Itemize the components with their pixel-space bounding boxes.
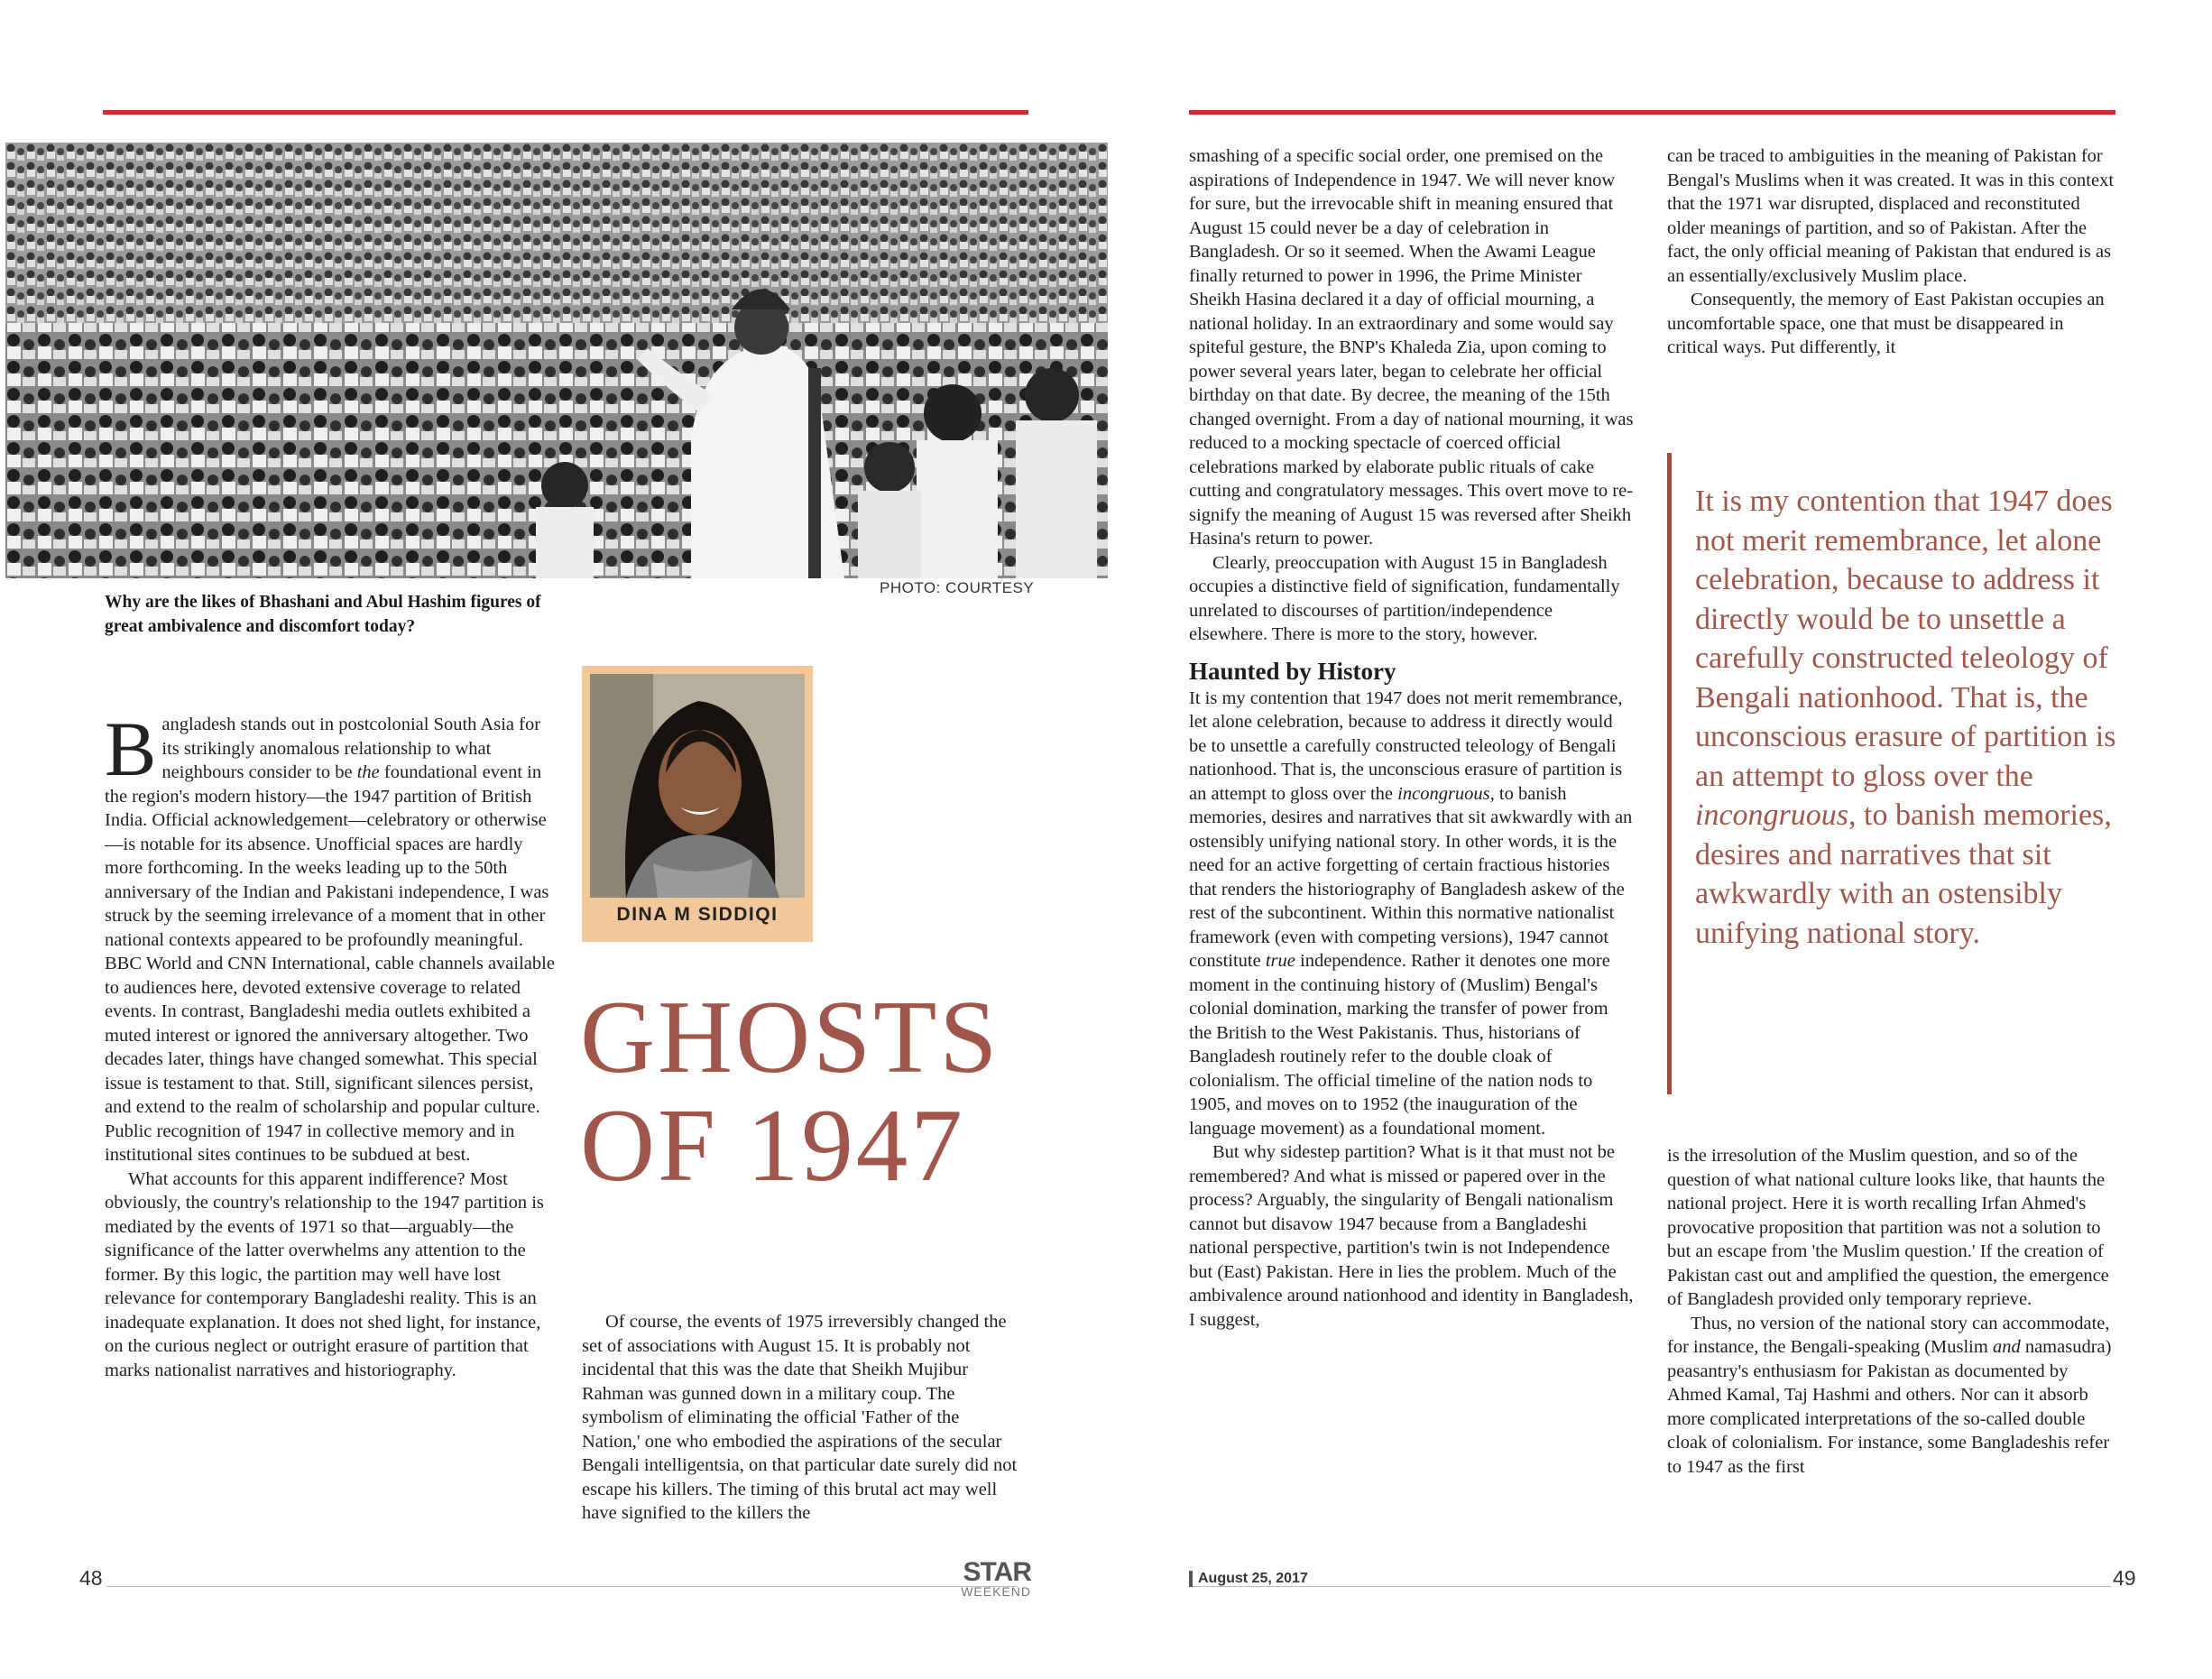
paragraph: Clearly, preoccupation with August 15 in Bangladesh occupies a distinctive field of signification, fundamentally unrelated to discourses of partition/independence elsewhere. There is more to the story, however. xyxy=(1189,552,1620,644)
paragraph: is the irresolution of the Muslim question, and so of the question of what national culture looks like, that haunts the national project. Here it is worth recalling Irfan Ahmed's provocative proposition that partition was not a solution to but an escape from 'the Muslim question.' If the creation of Pakistan cast out and amplified the question, the emergence of Bangladesh provided only temporary reprieve. xyxy=(1667,1146,2109,1309)
article-column-3 xyxy=(1189,144,1635,1332)
footer-rule-left xyxy=(106,1586,1018,1587)
article-column-1 xyxy=(105,706,556,1382)
author-portrait-box xyxy=(582,666,813,942)
author-photo xyxy=(590,674,805,898)
paragraph: It is my contention that 1947 does not merit remembrance, let alone celebration, because to address it directly would be to unsettle a carefully constructed teleology of Bengali nationhood. That is, the unconscious erasure of partition is an attempt to gloss over the incongruous, to banish memories, desires and narratives that sit awkwardly with an ostensibly unifying national story. In other words, it is the need for an active forgetting of certain fractious histories that renders the historiography of Bangladesh askew of the rest of the subcontinent. Within this normative nationalist framework (even with competing versions), 1947 cannot constitute true independence. Rather it denotes one more moment in the continuing history of (Muslim) Bengal's colonial domination, marking the transfer of power from the British to the West Pakistanis. Thus, historians of Bangladesh routinely refer to the double cloak of colonialism. The official timeline of the nation nods to 1905, and moves on to 1952 (the inauguration of the language movement) as a foundational moment. xyxy=(1189,687,1633,1139)
author-name: DINA M SIDDIQI xyxy=(616,904,779,925)
page-number-right: 49 xyxy=(2113,1566,2136,1590)
paragraph: What accounts for this apparent indifference? Most obviously, the country's relationship to the 1947 partition is mediated by the events of 1971 so that—arguably—the significance of the latter overwhelms any attention to the former. By this logic, the partition may well have lost relevance for contemporary Bangladeshi reality. This is an inadequate explanation. It does not shed light, for instance, on the curious neglect or outright erasure of partition that marks nationalist narratives and historiography. xyxy=(105,1168,544,1380)
top-rule-right xyxy=(1189,110,2115,115)
headline xyxy=(580,980,1049,1203)
paragraph: Consequently, the memory of East Pakistan occupies an uncomfortable space, one that must be disappeared in critical ways. Put differently, it xyxy=(1667,290,2105,357)
footer-rule-right xyxy=(1189,1586,2111,1587)
paragraph: Thus, no version of the national story can accommodate, for instance, the Bengali-speaking (Muslim and namasudra) peasantry's enthusiasm for Pakistan as documented by Ahmed Kamal, Taj Hashmi and others. Nor can it absorb more complicated interpretations of the so-called double cloak of colonialism. For instance, some Bangladeshis refer to 1947 as the first xyxy=(1667,1313,2112,1477)
crowd-photo xyxy=(5,143,1108,578)
paragraph: can be traced to ambiguities in the meaning of Pakistan for Bengal's Muslims when it was created. It was in this context that the 1971 war disrupted, displaced and reconstituted older meanings of partition, and so of Pakistan. After the fact, the only official meaning of Pakistan that endured is as an essentially/exclusively Muslim place. xyxy=(1667,146,2115,286)
article-column-4-top xyxy=(1667,144,2118,360)
subheading: Haunted by History xyxy=(1189,657,1396,685)
article-column-4-bottom xyxy=(1667,1144,2118,1479)
drop-cap: B xyxy=(105,706,157,792)
headline-line-2: OF 1947 xyxy=(580,1088,965,1203)
logo-weekend: WEEKEND xyxy=(961,1584,1031,1599)
star-weekend-logo xyxy=(959,1557,1031,1599)
paragraph: Of course, the events of 1975 irreversibly changed the set of associations with August 15. It is probably not incidental that this was the date that Sheikh Mujibur Rahman was gunned down in a military coup. The symbolism of eliminating the official 'Father of the Nation,' one who embodied the aspirations of the secular Bengali intelligentsia, on that particular date surely did not escape his killers. The timing of this brutal act may well have signified to the killers the xyxy=(582,1312,1018,1523)
paragraph: smashing of a specific social order, one premised on the aspirations of Independence in 1947. We will never know for sure, but the irrevocable shift in meaning ensured that August 15 could never be a day of celebration in Bangladesh. Or so it seemed. When the Awami League finally returned to power in 1996, the Prime Minister Sheikh Hasina declared it a day of official mourning, a national holiday. In an extraordinary and some would say spiteful gesture, the BNP's Khaleda Zia, upon coming to power several years later, began to celebrate her official birthday on that date. By decree, the meaning of the 15th changed overnight. From a day of national mourning, it was reduced to a mocking spectacle of coerced official celebrations marked by elaborate public rituals of cake cutting and congratulatory messages. This overt move to re-signify the meaning of August 15 was reversed after Sheikh Hasina's return to power. xyxy=(1189,146,1634,549)
article-column-2 xyxy=(582,1310,1022,1526)
logo-star: STAR xyxy=(963,1557,1031,1587)
paragraph: But why sidestep partition? What is it that must not be remembered? And what is missed or papered over in the process? Arguably, the singularity of Bengali nationalism cannot but disavow 1947 because from a Bangladeshi national perspective, partition's twin is not Independence but (East) Pakistan. Here in lies the problem. Much of the ambivalence around nationhood and identity in Bangladesh, I suggest, xyxy=(1189,1142,1634,1330)
intro-paragraph: Bangladesh stands out in postcolonial South Asia for its strikingly anomalous relationship to what neighbours consider to be the foundational event in the region's modern history—the 1947 partition of British India. Official acknowledgement—celebratory or otherwise—is notable for its absence. Unofficial spaces are hardly more forthcoming. In the weeks leading up to the 50th anniversary of the Indian and Pakistani independence, I was struck by the seeming irrelevance of a moment that in other national contexts appeared to be profoundly meaningful. BBC World and CNN International, cable channels available to audiences here, devoted extensive coverage to related events. In contrast, Bangladeshi media outlets exhibited a muted interest or ignored the anniversary altogether. Two decades later, things have changed somewhat. This special issue is testament to that. Still, significant silences persist, and extend to the realm of scholarship and popular culture. Public recognition of 1947 in collective memory and in institutional sites continues to be subdued at best. xyxy=(105,706,555,1165)
pull-quote xyxy=(1667,453,2127,1094)
page-number-left: 48 xyxy=(79,1566,103,1590)
pull-quote-text: It is my contention that 1947 does not merit remembrance, let alone celebration, because to address it directly would be to unsettle a carefully constructed teleology of Bengali nationhood. That is, the unconscious erasure of partition is an attempt to gloss over the incongruous, to banish memories, desires and narratives that sit awkwardly with an ostensibly unifying national story. xyxy=(1695,484,2116,950)
top-rule-left xyxy=(103,110,1028,115)
photo-caption: Why are the likes of Bhashani and Abul Hashim figures of great ambivalence and discomfort today? xyxy=(105,593,541,636)
issue-date: August 25, 2017 xyxy=(1198,1571,1308,1586)
date-marker xyxy=(1189,1571,1193,1587)
headline-line-1: GHOSTS xyxy=(580,980,1000,1094)
photo-credit: PHOTO: COURTESY xyxy=(880,579,1035,596)
